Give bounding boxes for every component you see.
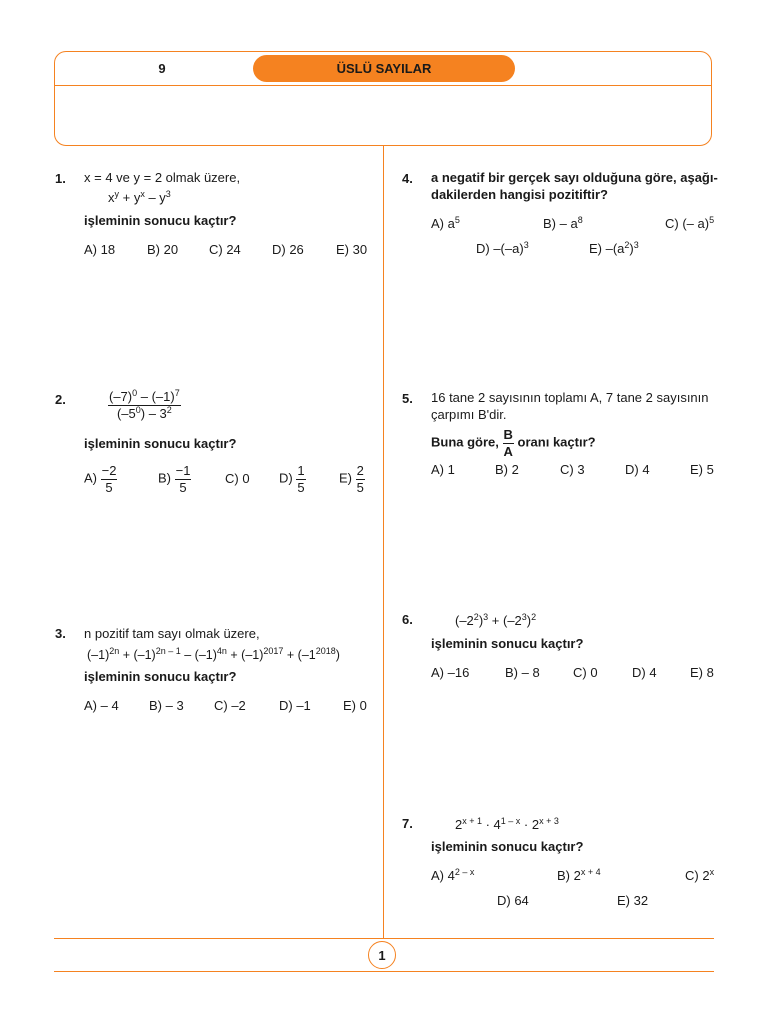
option-e[interactable]: E) 5 xyxy=(690,462,714,477)
fraction-numerator: −2 xyxy=(101,463,117,478)
section-title: ÜSLÜ SAYILAR xyxy=(253,55,515,82)
question-prompt: işleminin sonucu kaçtır? xyxy=(431,636,584,651)
question-number: 3. xyxy=(55,626,66,641)
page-number: 9 xyxy=(158,61,166,76)
option-b[interactable]: B) – 8 xyxy=(505,665,540,680)
question-text-2: dakilerden hangisi pozitiftir? xyxy=(431,187,608,202)
option-label: B) xyxy=(158,470,171,486)
option-b[interactable] xyxy=(158,464,191,494)
option-e[interactable]: E) 32 xyxy=(617,893,649,908)
question-text: n pozitif tam sayı olmak üzere, xyxy=(84,626,260,641)
question-number: 6. xyxy=(402,612,413,627)
option-c[interactable]: C) (– a)$^5$ xyxy=(665,215,715,231)
question-text: x = 4 ve y = 2 olmak üzere, xyxy=(84,170,241,185)
fraction-numerator: 2 xyxy=(356,463,364,478)
prompt-suffix: oranı kaçtır? xyxy=(517,434,596,450)
option-d[interactable] xyxy=(279,464,306,494)
footer-line-bottom xyxy=(54,971,714,972)
option-c[interactable]: C) 0 xyxy=(225,471,250,486)
question-number: 1. xyxy=(55,171,66,186)
question-number: 7. xyxy=(402,816,413,831)
fraction-denominator: 5 xyxy=(297,479,305,495)
option-d[interactable]: D) $-(-a)^3$ xyxy=(476,240,529,256)
option-c[interactable]: C) 2$^x$ xyxy=(685,867,715,883)
option-d[interactable]: D) 4 xyxy=(625,462,650,477)
question-text-2: çarpımı B'dir. xyxy=(431,407,507,422)
option-b[interactable]: B) $2^{x + 4}$ xyxy=(557,867,601,883)
option-d[interactable]: D) 4 xyxy=(632,665,657,680)
option-a[interactable]: A) 1 xyxy=(431,462,455,477)
fraction-denominator: A xyxy=(503,443,513,459)
page-number-badge: 1 xyxy=(368,941,396,969)
header-divider xyxy=(55,85,711,86)
option-a[interactable]: A) –16 xyxy=(431,665,470,680)
fraction-numerator: 1 xyxy=(297,463,305,478)
option-a[interactable]: A) 4$^{2 - x}$ xyxy=(431,867,475,883)
option-c[interactable]: C) 24 xyxy=(209,242,241,257)
fraction-denominator: 5 xyxy=(105,479,113,495)
option-b[interactable]: B) 20 xyxy=(147,242,179,257)
option-a[interactable] xyxy=(84,464,117,494)
question-number: 2. xyxy=(55,392,66,407)
fraction-denominator: 5 xyxy=(179,479,187,495)
question-prompt: işleminin sonucu kaçtır? xyxy=(84,213,237,228)
option-b[interactable]: B) – 3 xyxy=(149,698,184,713)
option-e[interactable]: E) 0 xyxy=(343,698,367,713)
header-box xyxy=(54,51,712,146)
fraction-numerator: B xyxy=(503,427,513,442)
option-c[interactable]: C) –2 xyxy=(214,698,246,713)
footer-line-top xyxy=(54,938,714,939)
question-number: 4. xyxy=(402,171,413,186)
option-label: D) xyxy=(279,470,293,486)
question-text: a negatif bir gerçek sayı olduğuna göre, aşağı- xyxy=(431,170,718,185)
option-c[interactable]: C) 3 xyxy=(560,462,585,477)
option-a[interactable]: A) 18 xyxy=(84,242,116,257)
expression: $2^{x + 1} \cdot 4^{1 - x} \cdot 2^{x + 3}$ xyxy=(455,816,559,832)
expression: $(-2^2)^3 + (-2^3)^2$ xyxy=(455,612,537,628)
option-b[interactable]: B) 2 xyxy=(495,462,519,477)
expression: $x^y + y^x - y^3$ xyxy=(108,189,171,205)
option-e[interactable]: E) $-(a^2)^3$ xyxy=(589,240,639,256)
option-e[interactable]: E) 30 xyxy=(336,242,368,257)
option-d[interactable]: D) –1 xyxy=(279,698,311,713)
option-label: E) xyxy=(339,470,352,486)
question-text: 16 tane 2 sayısının toplamı A, 7 tane 2 sayısının xyxy=(431,390,709,405)
option-a[interactable]: A) – 4 xyxy=(84,698,119,713)
expression: $(-1)^{2n} + (-1)^{2n - 1} - (-1)^{4n} + (-1)^{2017} + (-1^{2018})$ xyxy=(87,646,340,662)
question-prompt xyxy=(431,428,596,458)
option-e[interactable]: E) 8 xyxy=(690,665,714,680)
option-e[interactable] xyxy=(339,464,365,494)
question-prompt: işleminin sonucu kaçtır? xyxy=(84,669,237,684)
option-d[interactable]: D) 64 xyxy=(497,893,529,908)
question-prompt: işleminin sonucu kaçtır? xyxy=(431,839,584,854)
question-number: 5. xyxy=(402,391,413,406)
option-c[interactable]: C) 0 xyxy=(573,665,598,680)
option-d[interactable]: D) 26 xyxy=(272,242,304,257)
question-prompt: işleminin sonucu kaçtır? xyxy=(84,436,237,451)
fraction-denominator: 5 xyxy=(356,479,364,495)
option-label: A) xyxy=(84,470,97,486)
option-b[interactable]: $B) - a^8$ xyxy=(543,215,583,231)
column-divider xyxy=(383,146,384,938)
prompt-prefix: Buna göre, xyxy=(431,434,499,450)
option-a[interactable]: A) $a^5$ xyxy=(431,215,460,231)
fraction-numerator: −1 xyxy=(175,463,191,478)
expression-fraction: $\frac{(-7)^0 - (-1)^7}{(-5^0) - 3^2}$ xyxy=(109,388,180,421)
